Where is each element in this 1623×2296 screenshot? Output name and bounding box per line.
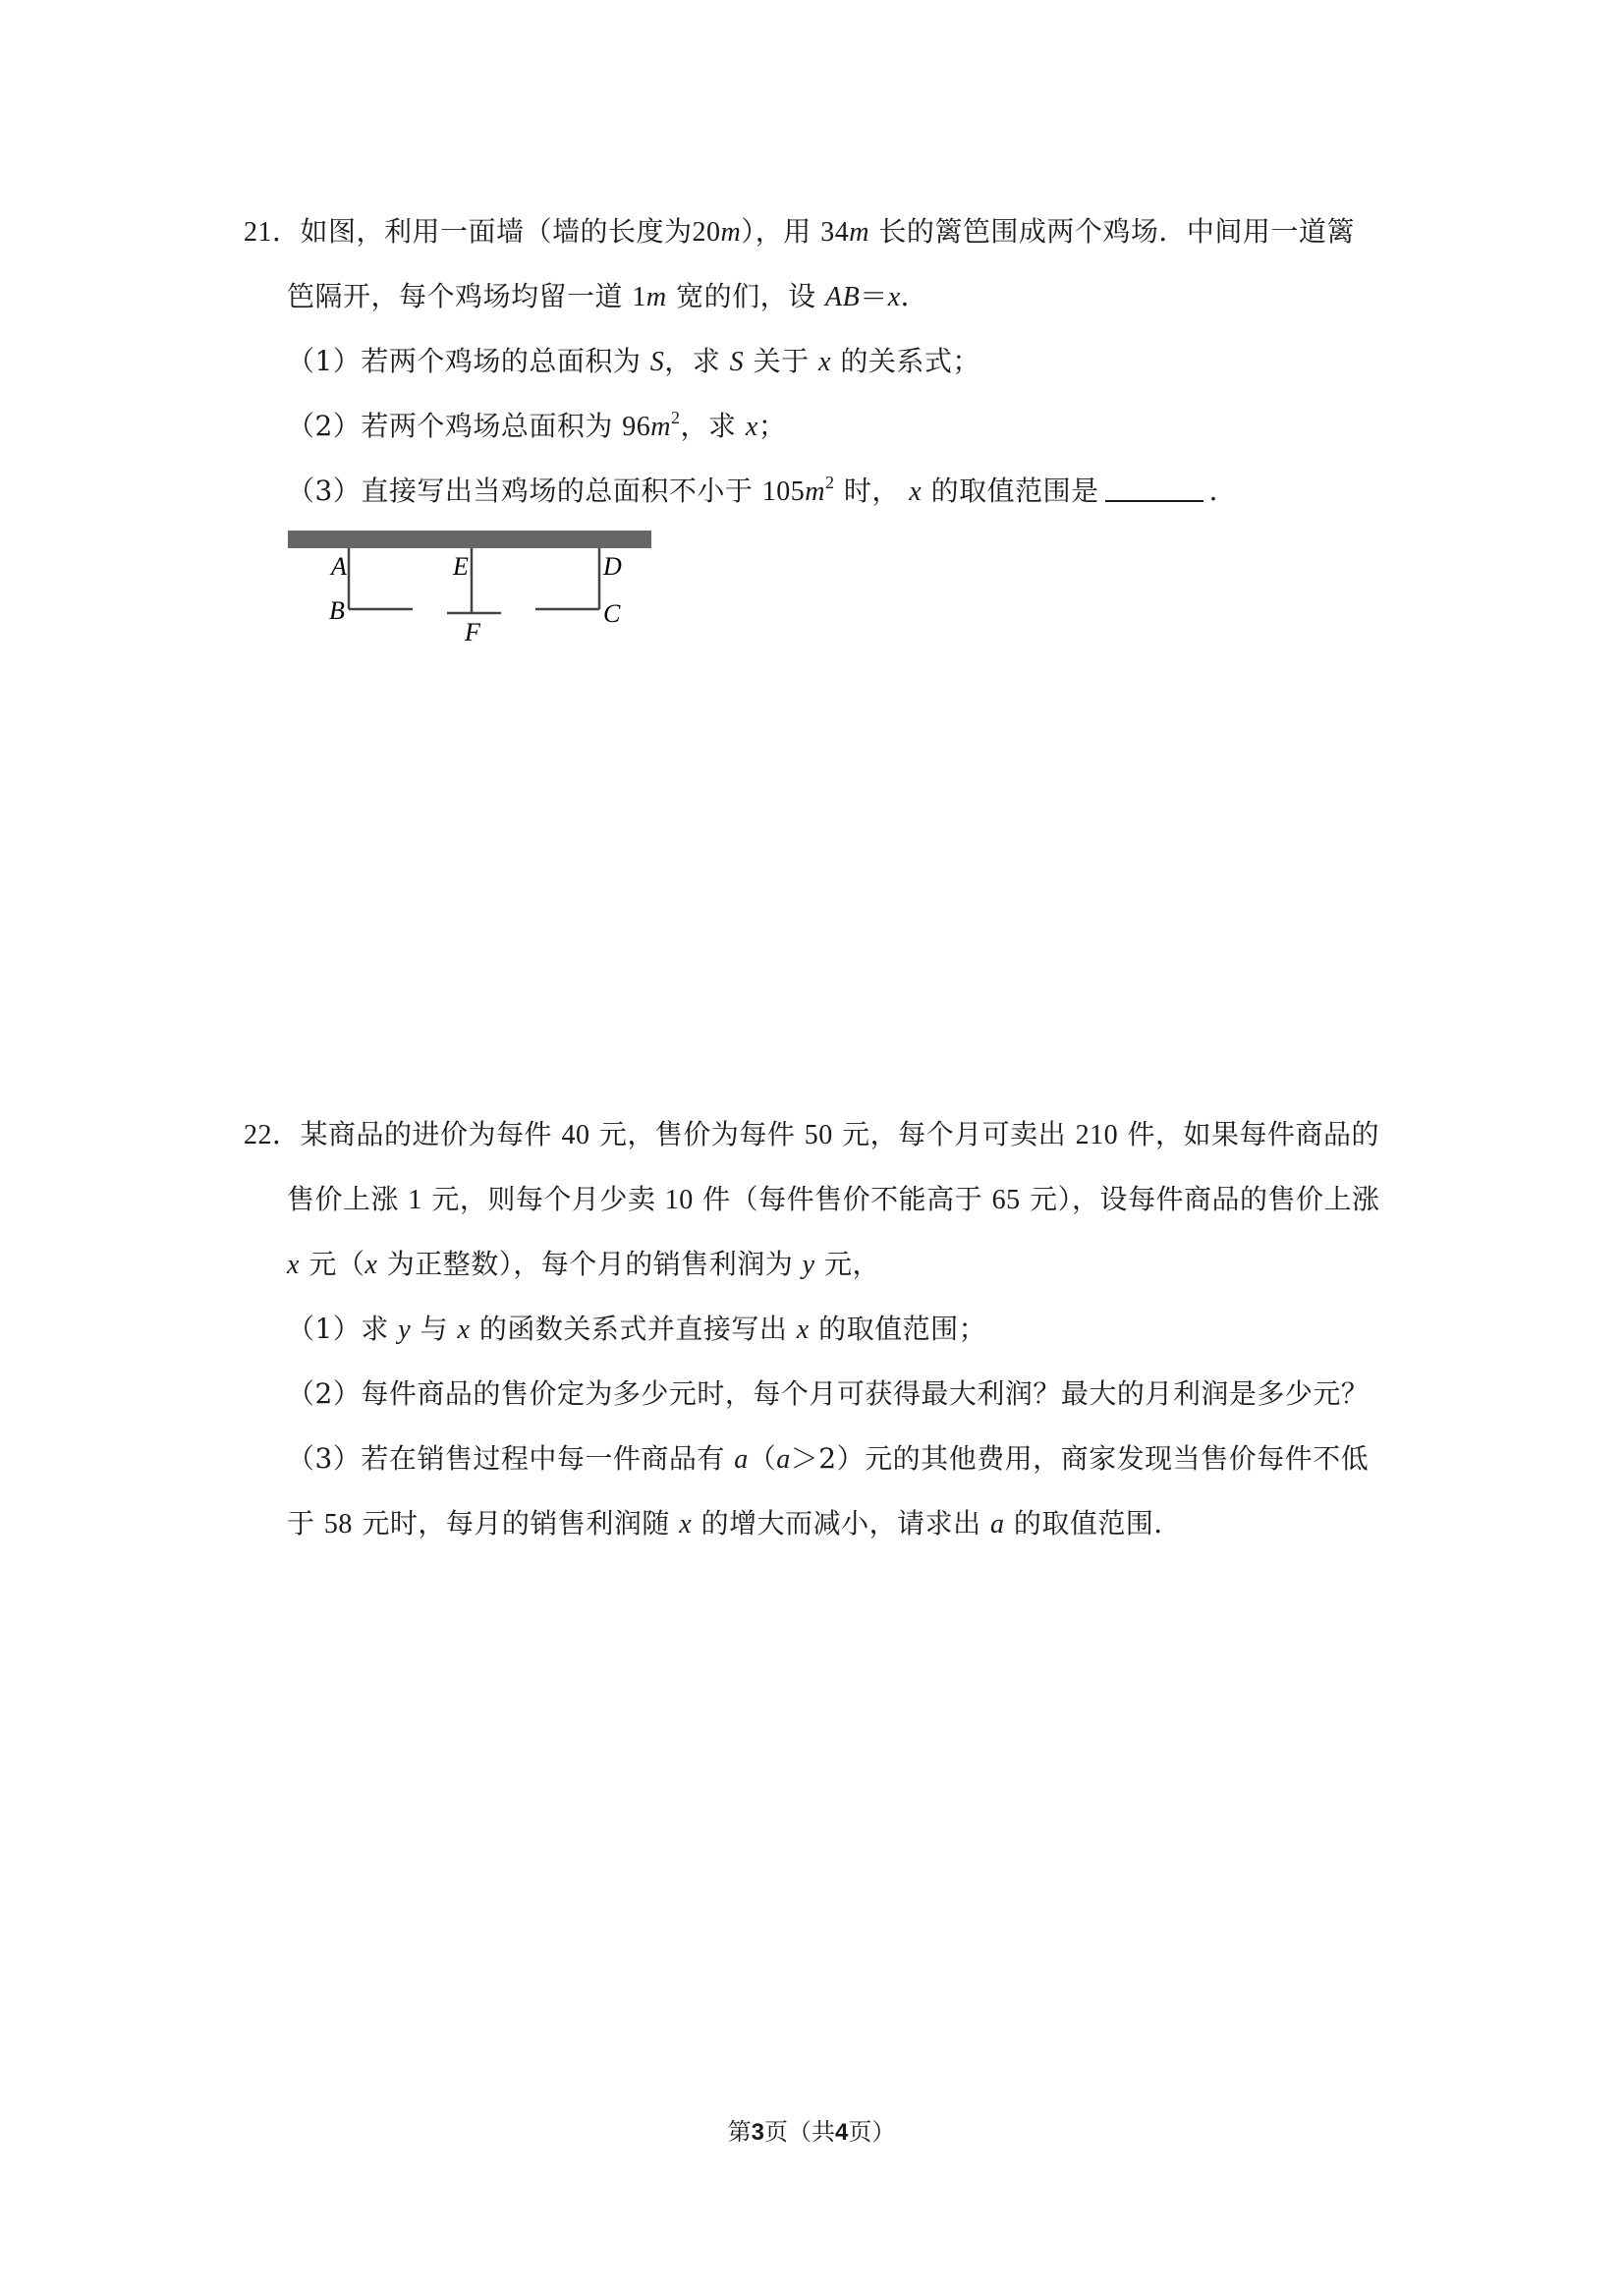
- q21-part-1: （1）若两个鸡场的总面积为 S，求 S 关于 x 的关系式；: [287, 345, 980, 377]
- page-footer: 第3页（共4页）: [727, 2118, 896, 2146]
- q22-line-1: 22．某商品的进价为每件 40 元，售价为每件 50 元，每个月可卖出 210 件，如果每件商品的: [244, 1118, 1380, 1150]
- label-e: E: [453, 552, 469, 581]
- q22-part-3: （3）若在销售过程中每一件商品有 a（a＞2）元的其他费用，商家发现当售价每件不低: [287, 1442, 1370, 1475]
- page-total: 4: [835, 2119, 849, 2146]
- q22-part-1: （1）求 y 与 x 的函数关系式并直接写出 x 的取值范围；: [287, 1313, 987, 1345]
- label-a: A: [331, 552, 347, 581]
- q22-line-2: 售价上涨 1 元，则每个月少卖 10 件（每件售价不能高于 65 元），设每件商品的售价上涨: [287, 1183, 1380, 1215]
- answer-blank: [1105, 475, 1203, 502]
- q21-line-2: 笆隔开，每个鸡场均留一道 1m 宽的们，设 AB＝x．: [287, 280, 929, 312]
- page-number: 3: [751, 2119, 764, 2146]
- q22-part-3-line-2: 于 58 元时，每月的销售利润随 x 的增大而减小，请求出 a 的取值范围．: [287, 1507, 1182, 1540]
- label-b: B: [329, 596, 345, 625]
- q21-part-3: （3）直接写出当鸡场的总面积不小于 $105m^2$ 时， x 的取值范围是 ．: [287, 473, 1238, 507]
- label-d: D: [603, 552, 622, 581]
- label-f: F: [465, 618, 480, 646]
- q21-line-1: 21．如图，利用一面墙（墙的长度为20m），用 34m 长的篱笆围成两个鸡场．中间用一道篱: [244, 215, 1355, 248]
- wall: [288, 531, 651, 548]
- q21-part-2: （2）若两个鸡场总面积为 $96m^2$，求 x；: [287, 408, 787, 442]
- chicken-farm-figure: [280, 521, 673, 648]
- q22-number: 22．: [244, 1120, 301, 1150]
- label-c: C: [603, 599, 621, 628]
- q22-part-2: （2）每件商品的售价定为多少元时，每个月可获得最大利润？最大的月利润是多少元？: [287, 1377, 1370, 1410]
- q22-line-3: x 元（x 为正整数），每个月的销售利润为 y 元，: [287, 1248, 880, 1280]
- q21-number: 21．: [244, 217, 301, 248]
